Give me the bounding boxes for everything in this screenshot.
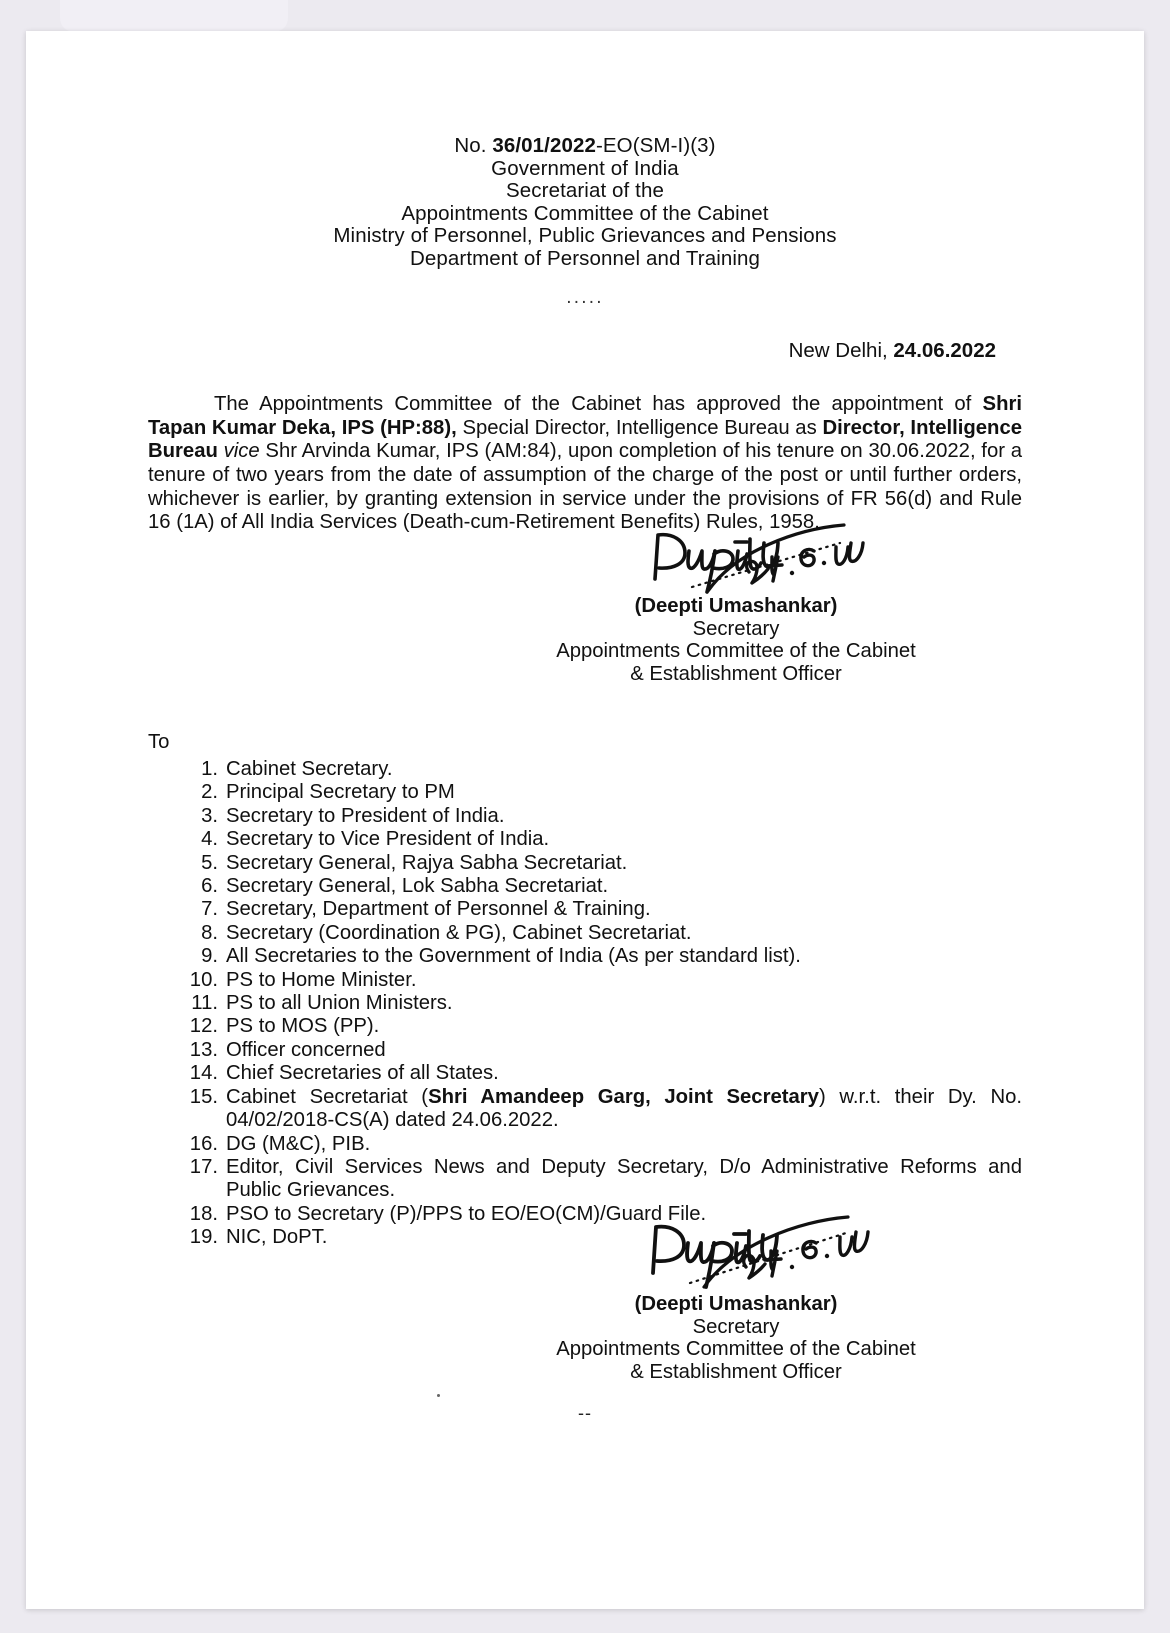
list-item-number: 19. [189,1226,218,1249]
handwritten-signature-bottom [456,1211,1016,1293]
list-item-number: 8. [201,921,218,944]
list-item-number: 11. [191,992,218,1015]
list-item [182,1039,1022,1062]
body-seg-1: The Appointments Committee of the Cabinet has approved the appointment of [214,393,983,416]
signatory-office-line1-top: Appointments Committee of the Cabinet [556,640,916,663]
list-item [182,875,1022,898]
list-item [182,805,1022,828]
distribution-section [26,731,1144,1250]
list-item-text: PSO to Secretary (P)/PPS to EO/EO(CM)/Guard File. [226,1202,707,1225]
list-item [182,828,1022,851]
list-item-text: Secretary to Vice President of India. [226,828,550,851]
list-item [182,1086,1022,1133]
list-item [182,898,1022,921]
list-item-text: Officer concerned [226,1038,386,1061]
list-item [182,992,1022,1015]
list-item-number: 13. [189,1038,218,1061]
signatory-office-line2-bottom: & Establishment Officer [630,1360,842,1383]
handwritten-signature-top [456,521,1016,595]
officer-name: Shri Tapan Kumar Deka, IPS (HP:88), [148,393,1022,439]
list-item-number: 7. [201,898,218,921]
header-department: Department of Personnel and Training [409,246,761,270]
list-item-text: Editor, Civil Services News and Deputy Secretary, D/o Administrative Reforms and Public Grievances. [226,1155,1022,1202]
list-item [182,1133,1022,1156]
list-item-number: 1. [201,758,218,780]
dateline: New Delhi, 24.06.2022 [788,339,996,363]
page-sheet [26,31,1144,1609]
list-item-number: 18. [189,1202,218,1225]
list-item-number: 16. [189,1132,218,1155]
list-item [182,922,1022,945]
list-item-text: PS to MOS (PP). [226,1015,380,1038]
list-item-number: 6. [201,875,218,898]
dateline-date: 24.06.2022 [893,339,996,363]
signatory-designation-bottom: Secretary [692,1315,780,1338]
vice-word: vice [217,440,266,463]
signatory-office-line1-bottom: Appointments Committee of the Cabinet [556,1338,916,1361]
list-item-number: 14. [189,1062,218,1085]
signatory-designation-top: Secretary [692,617,780,640]
list-item-text: Secretary (Coordination & PG), Cabinet Secretariat. [226,921,692,944]
list-item-text: Secretary General, Lok Sabha Secretariat. [226,875,609,898]
header-separator-dots: ..... [566,286,604,308]
post-title: Director, Intelligence Bureau [148,416,1023,463]
list-item-text: Secretary, Department of Personnel & Training. [226,898,651,921]
list-item [182,1062,1022,1085]
signature-block-top [456,521,1016,685]
list-item-number: 5. [201,851,218,874]
signatory-name-bottom: (Deepti Umashankar) [634,1293,838,1315]
list-item [182,758,1022,781]
signature-ink-icon [456,521,1016,595]
file-number-value: 36/01/2022 [492,134,596,157]
list-item-text: Secretary General, Rajya Sabha Secretariat. [226,851,628,874]
signatory-office-line2-top: & Establishment Officer [630,662,842,685]
browser-tab-sliver[interactable] [60,0,288,32]
list-item-text: DG (M&C), PIB. [226,1132,371,1155]
list-item-text: Cabinet Secretary. [226,758,393,780]
list-item-text: Secretary to President of India. [226,804,505,827]
list-item-text: All Secretaries to the Government of India (As per standard list). [226,945,801,968]
list-item-number: 17. [189,1155,218,1178]
document-header [26,135,1144,309]
list-item [182,969,1022,992]
list-item-text-emphasis: Shri Amandeep Garg, Joint Secretary [428,1085,819,1108]
list-item [182,852,1022,875]
signatory-name-top: (Deepti Umashankar) [634,595,838,617]
footer-dash: -- [578,1403,592,1423]
list-item [182,945,1022,968]
list-item-text: PS to Home Minister. [226,968,417,991]
distribution-list [26,758,1144,1250]
header-file-number: No. 36/01/2022-EO(SM-I)(3) [454,134,716,157]
signature-ink-icon-bottom [456,1211,1016,1293]
list-item-number: 9. [201,945,218,968]
list-item-number: 2. [201,781,218,804]
list-item [182,1015,1022,1038]
signature-block-bottom [456,1211,1016,1383]
to-label: To [148,731,170,753]
list-item-text: NIC, DoPT. [226,1226,328,1249]
list-item [182,781,1022,804]
body-seg-6: Shr Arvinda Kumar, IPS (AM:84), upon completion of his tenure on 30.06.2022, for a tenure of two years from the date of assumption of the charge of the post or until further orders, whichever is earlier, by granting extension in service under the provisions of FR 56(d) and Rule 16 (1A) of All India Services (Death-cum-Retirement Benefits) Rules, 1958. [148,440,1022,534]
list-item-text: Principal Secretary to PM [226,781,455,804]
list-item-number: 10. [189,968,218,991]
list-item-number: 4. [201,828,218,851]
list-item-text: Chief Secretaries of all States. [226,1062,499,1085]
header-committee: Appointments Committee of the Cabinet [401,201,769,225]
list-item-number: 3. [201,804,218,827]
header-government: Government of India [491,156,679,180]
list-item-text-post: ) w.r.t. their Dy. No. 04/02/2018-CS(A) dated 24.06.2022. [226,1085,1022,1132]
list-item-number: 12. [189,1015,218,1038]
body-seg-3: Special Director, Intelligence Bureau as [456,416,823,439]
list-item-text [226,1086,1022,1131]
header-secretariat: Secretariat of the [506,179,664,203]
document-page [26,31,1144,1609]
header-ministry: Ministry of Personnel, Public Grievances and Pensions [333,224,837,248]
list-item-text: PS to all Union Ministers. [226,992,453,1015]
list-item-text-pre: Cabinet Secretariat ( [226,1085,429,1108]
list-item-number: 15. [189,1085,218,1108]
body-paragraph [148,393,1022,535]
list-item [182,1156,1022,1203]
stray-ink-dot [437,1394,440,1397]
